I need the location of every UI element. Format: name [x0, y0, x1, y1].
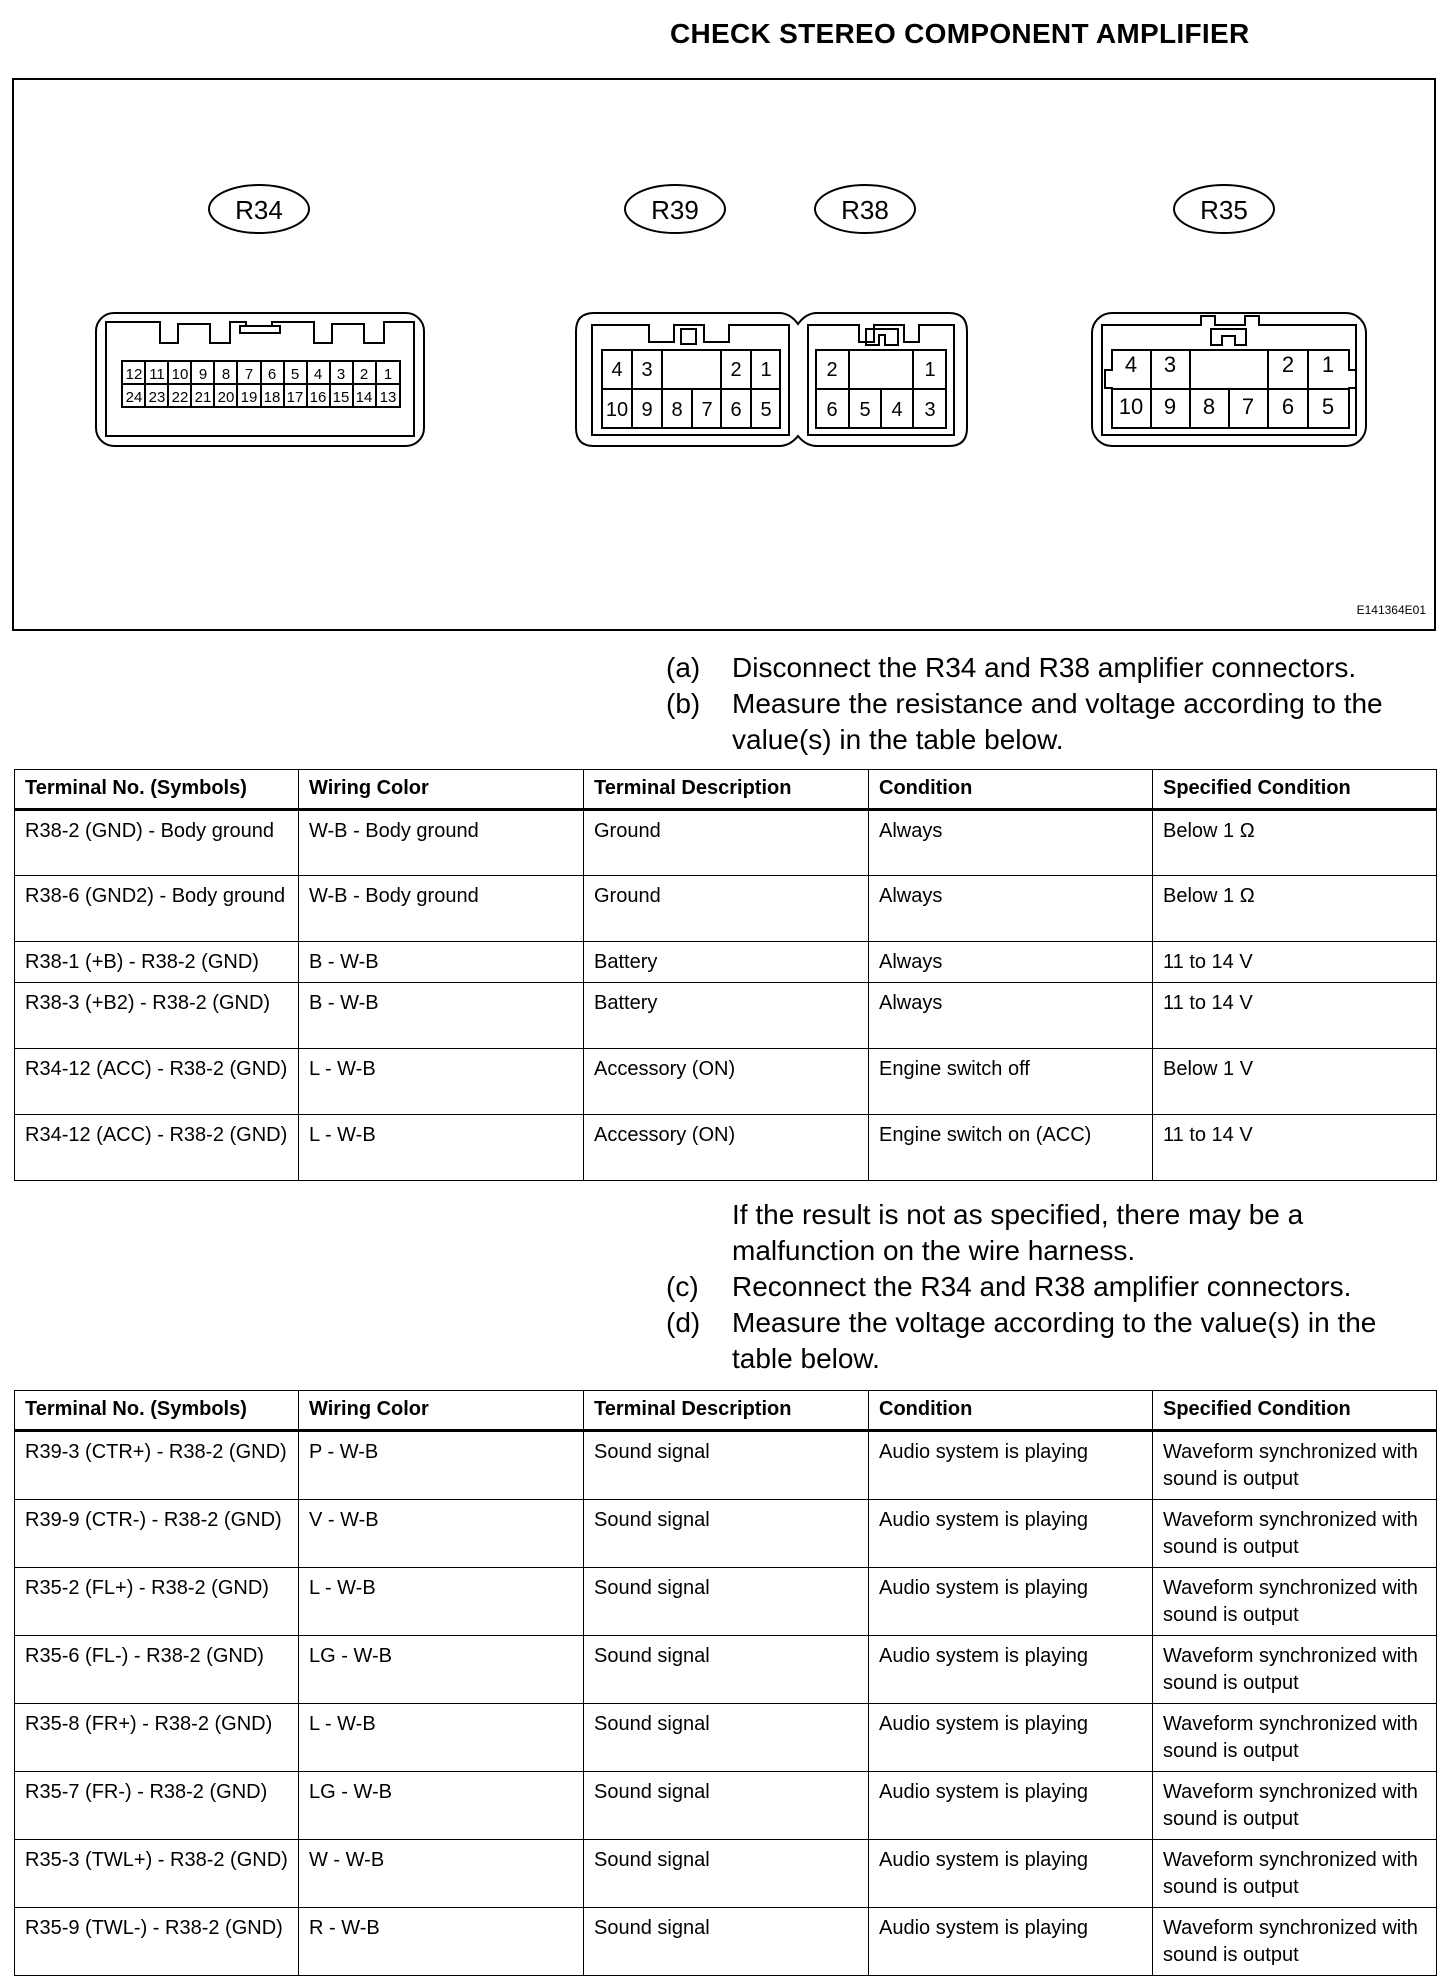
table-cell: Audio system is playing: [869, 1772, 1153, 1840]
pin-number: 2: [730, 359, 742, 381]
pin-number: 1: [760, 359, 772, 381]
table-cell: Always: [869, 810, 1153, 876]
table-cell: Battery: [584, 983, 869, 1049]
step-b: [666, 686, 1432, 758]
table-cell: R35-9 (TWL-) - R38-2 (GND): [15, 1908, 299, 1976]
table-cell: Sound signal: [584, 1772, 869, 1840]
column-header: Condition: [869, 1391, 1153, 1431]
table-cell: Waveform synchronized with sound is output: [1153, 1908, 1437, 1976]
step-text: Disconnect the R34 and R38 amplifier connectors.: [732, 652, 1357, 683]
pin-number: 5: [290, 366, 300, 383]
connector-r39-latch: [681, 329, 696, 344]
pin-number: 4: [313, 366, 323, 383]
table-row: [15, 876, 1437, 942]
pin-number: 21: [194, 389, 212, 406]
pin-number: 22: [171, 389, 189, 406]
table-cell: Audio system is playing: [869, 1704, 1153, 1772]
table-cell: 11 to 14 V: [1153, 1115, 1437, 1181]
table-cell: L - W-B: [299, 1049, 584, 1115]
page-title: CHECK STEREO COMPONENT AMPLIFIER: [670, 18, 1250, 49]
table-cell: L - W-B: [299, 1115, 584, 1181]
step-label: (b): [666, 688, 701, 719]
pin-number: 2: [359, 366, 369, 383]
table-cell: B - W-B: [299, 942, 584, 983]
table-cell: Engine switch off: [869, 1049, 1153, 1115]
table-row: [15, 983, 1437, 1049]
table-cell: W - W-B: [299, 1840, 584, 1908]
table-cell: Waveform synchronized with sound is output: [1153, 1568, 1437, 1636]
table-cell: R35-7 (FR-) - R38-2 (GND): [15, 1772, 299, 1840]
table-cell: Audio system is playing: [869, 1568, 1153, 1636]
table-cell: L - W-B: [299, 1704, 584, 1772]
table-cell: R35-3 (TWL+) - R38-2 (GND): [15, 1840, 299, 1908]
pin-number: 13: [379, 389, 397, 406]
step-label: (d): [666, 1307, 701, 1338]
pin-number: 8: [671, 399, 683, 421]
table-cell: Always: [869, 983, 1153, 1049]
pin-number: 4: [891, 399, 903, 421]
table-cell: Audio system is playing: [869, 1431, 1153, 1500]
pin-number: 5: [760, 399, 772, 421]
column-header: Specified Condition: [1153, 770, 1437, 810]
pin-number: 7: [244, 366, 254, 383]
pin-number: 11: [149, 366, 165, 383]
column-header: Wiring Color: [299, 1391, 584, 1431]
pin-number: 1: [1321, 352, 1335, 377]
table-row: [15, 1431, 1437, 1500]
pin-number: 8: [221, 366, 231, 383]
table-cell: Sound signal: [584, 1908, 869, 1976]
pin-number: 3: [336, 366, 346, 383]
connector-diagram-svg: [14, 80, 1434, 629]
table-cell: 11 to 14 V: [1153, 983, 1437, 1049]
pin-number: 7: [701, 399, 713, 421]
pin-number: 5: [859, 399, 871, 421]
pin-number: 14: [355, 389, 373, 406]
table-cell: Below 1 V: [1153, 1049, 1437, 1115]
connector-diagram: [12, 78, 1436, 631]
table-row: [15, 1704, 1437, 1772]
pin-number: 9: [198, 366, 208, 383]
pin-number: 9: [641, 399, 653, 421]
table-row: [15, 1908, 1437, 1976]
column-header: Condition: [869, 770, 1153, 810]
table-cell: Audio system is playing: [869, 1840, 1153, 1908]
step-text: Reconnect the R34 and R38 amplifier connectors.: [732, 1271, 1352, 1302]
table-cell: W-B - Body ground: [299, 810, 584, 876]
column-header: Specified Condition: [1153, 1391, 1437, 1431]
table-cell: Ground: [584, 810, 869, 876]
pin-number: 19: [240, 389, 258, 406]
table-cell: Waveform synchronized with sound is output: [1153, 1772, 1437, 1840]
steps-group-1: [666, 650, 1432, 758]
table-row: [15, 942, 1437, 983]
table-cell: Ground: [584, 876, 869, 942]
table-cell: R39-9 (CTR-) - R38-2 (GND): [15, 1500, 299, 1568]
table-cell: Waveform synchronized with sound is output: [1153, 1636, 1437, 1704]
step-text: Measure the voltage according to the value(s) in the table below.: [732, 1307, 1377, 1374]
table-row: [15, 1840, 1437, 1908]
table-cell: Waveform synchronized with sound is output: [1153, 1431, 1437, 1500]
table-cell: Accessory (ON): [584, 1049, 869, 1115]
table-cell: Sound signal: [584, 1636, 869, 1704]
column-header: Terminal Description: [584, 1391, 869, 1431]
pin-number: 6: [730, 399, 742, 421]
pin-number: 4: [1124, 352, 1138, 377]
connector-label-r34: R34: [235, 195, 283, 225]
step-a: [666, 650, 1432, 686]
table-cell: L - W-B: [299, 1568, 584, 1636]
table-cell: R39-3 (CTR+) - R38-2 (GND): [15, 1431, 299, 1500]
connector-r35-latch: [1211, 329, 1246, 345]
pin-number: 6: [267, 366, 277, 383]
pin-number: 8: [1202, 394, 1216, 419]
column-header: Terminal No. (Symbols): [15, 770, 299, 810]
pin-number: 20: [217, 389, 235, 406]
column-header: Terminal No. (Symbols): [15, 1391, 299, 1431]
table-cell: R35-8 (FR+) - R38-2 (GND): [15, 1704, 299, 1772]
table-cell: Battery: [584, 942, 869, 983]
table-row: [15, 1049, 1437, 1115]
table-cell: Audio system is playing: [869, 1636, 1153, 1704]
pin-number: 18: [263, 389, 281, 406]
pin-number: 5: [1321, 394, 1335, 419]
pin-number: 17: [286, 389, 304, 406]
step-d: [666, 1305, 1432, 1377]
pin-number: 12: [125, 366, 143, 383]
pin-number: 6: [1281, 394, 1295, 419]
table-row: [15, 1772, 1437, 1840]
pin-number: 1: [924, 359, 936, 381]
connector-label-r35: R35: [1200, 195, 1248, 225]
pin-number: 2: [1281, 352, 1295, 377]
table-cell: Audio system is playing: [869, 1908, 1153, 1976]
table-cell: Below 1 Ω: [1153, 810, 1437, 876]
table-cell: Waveform synchronized with sound is output: [1153, 1840, 1437, 1908]
table-cell: Waveform synchronized with sound is output: [1153, 1704, 1437, 1772]
table-cell: R35-2 (FL+) - R38-2 (GND): [15, 1568, 299, 1636]
pin-number: 3: [924, 399, 936, 421]
steps-group-2: [666, 1197, 1432, 1377]
table-cell: R35-6 (FL-) - R38-2 (GND): [15, 1636, 299, 1704]
connector-r34-latch: [240, 326, 280, 333]
table-row: [15, 1115, 1437, 1181]
column-header: Wiring Color: [299, 770, 584, 810]
table-cell: Waveform synchronized with sound is output: [1153, 1500, 1437, 1568]
column-header: Terminal Description: [584, 770, 869, 810]
table-cell: Sound signal: [584, 1704, 869, 1772]
table-cell: R38-2 (GND) - Body ground: [15, 810, 299, 876]
resistance-voltage-table: [14, 769, 1437, 1181]
table-row: [15, 1500, 1437, 1568]
pin-number: 23: [148, 389, 166, 406]
pin-number: 3: [641, 359, 653, 381]
table-cell: B - W-B: [299, 983, 584, 1049]
table-cell: P - W-B: [299, 1431, 584, 1500]
pin-number: 1: [383, 366, 393, 383]
table-cell: 11 to 14 V: [1153, 942, 1437, 983]
pin-number: 10: [1118, 394, 1144, 419]
table-cell: R - W-B: [299, 1908, 584, 1976]
connector-label-r39: R39: [651, 195, 699, 225]
table-cell: R38-6 (GND2) - Body ground: [15, 876, 299, 942]
step-c: [666, 1269, 1432, 1305]
table-cell: V - W-B: [299, 1500, 584, 1568]
figure-code: E141364E01: [1356, 603, 1426, 617]
pin-number: 24: [125, 389, 143, 406]
pin-number: 7: [1241, 394, 1255, 419]
pin-number: 3: [1163, 352, 1177, 377]
table-cell: LG - W-B: [299, 1772, 584, 1840]
table-cell: Sound signal: [584, 1431, 869, 1500]
connector-label-r38: R38: [841, 195, 889, 225]
table-cell: R38-3 (+B2) - R38-2 (GND): [15, 983, 299, 1049]
table-row: [15, 1636, 1437, 1704]
voltage-waveform-table: [14, 1390, 1437, 1976]
table-cell: Always: [869, 876, 1153, 942]
table-cell: LG - W-B: [299, 1636, 584, 1704]
table-row: [15, 1568, 1437, 1636]
result-note: If the result is not as specified, there may be a malfunction on the wire harness.: [732, 1199, 1304, 1266]
table-cell: Always: [869, 942, 1153, 983]
pin-number: 9: [1163, 394, 1177, 419]
table-cell: Below 1 Ω: [1153, 876, 1437, 942]
pin-number: 6: [826, 399, 838, 421]
pin-number: 2: [826, 359, 838, 381]
step-text: Measure the resistance and voltage according to the value(s) in the table below.: [732, 688, 1383, 755]
table-cell: Sound signal: [584, 1568, 869, 1636]
pin-number: 10: [605, 399, 629, 421]
pin-number: 10: [171, 366, 189, 383]
table-header-row: [15, 770, 1437, 810]
table-cell: W-B - Body ground: [299, 876, 584, 942]
table-cell: Audio system is playing: [869, 1500, 1153, 1568]
table-cell: Sound signal: [584, 1840, 869, 1908]
pin-number: 4: [611, 359, 623, 381]
pin-number: 16: [309, 389, 327, 406]
table-cell: Accessory (ON): [584, 1115, 869, 1181]
table-cell: Engine switch on (ACC): [869, 1115, 1153, 1181]
table-cell: Sound signal: [584, 1500, 869, 1568]
table-row: [15, 810, 1437, 876]
step-label: (c): [666, 1271, 699, 1302]
step-label: (a): [666, 652, 701, 683]
table-cell: R34-12 (ACC) - R38-2 (GND): [15, 1049, 299, 1115]
table-cell: R34-12 (ACC) - R38-2 (GND): [15, 1115, 299, 1181]
pin-number: 15: [332, 389, 350, 406]
table-cell: R38-1 (+B) - R38-2 (GND): [15, 942, 299, 983]
table-header-row: [15, 1391, 1437, 1431]
